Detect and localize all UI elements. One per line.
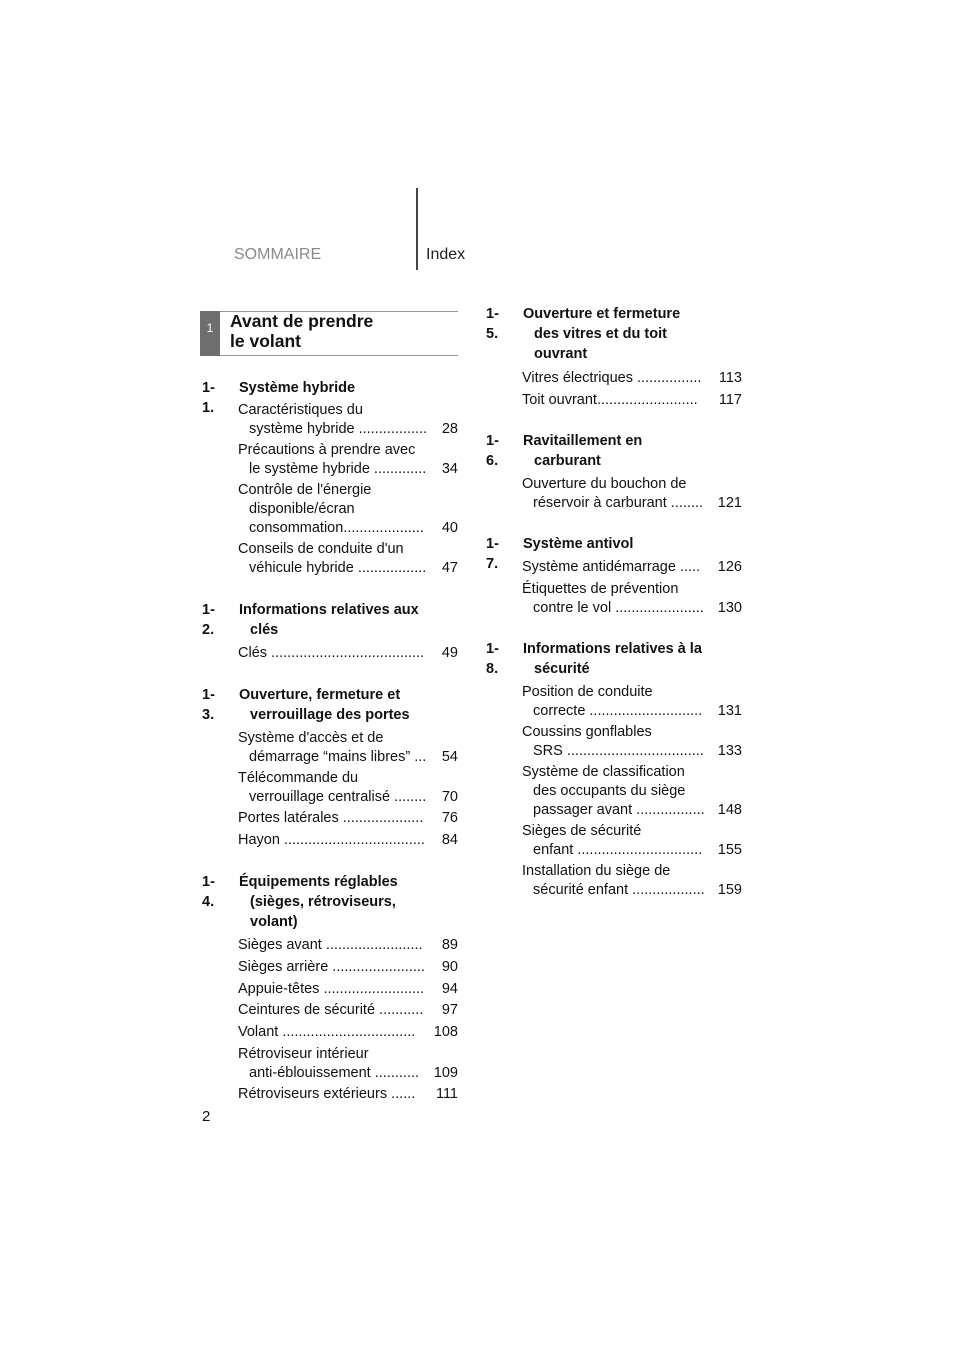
page-ref: 34 xyxy=(441,461,458,477)
section-number: 1-1. xyxy=(202,380,215,416)
section-number: 1-2. xyxy=(202,602,215,638)
toc-entry[interactable]: Système d'accès et de démarrage “mains libres” ... 54 xyxy=(238,730,458,765)
section-number: 1-3. xyxy=(202,687,215,723)
section-number: 1-7. xyxy=(486,536,499,572)
toc-entry[interactable]: Rétroviseurs extérieurs ...... 111 xyxy=(238,1086,458,1102)
toc-entry[interactable]: Vitres électriques ................ 113 xyxy=(522,370,742,386)
toc-entry[interactable]: Rétroviseur intérieur anti-éblouissement ........... 109 xyxy=(238,1046,458,1081)
page-ref: 121 xyxy=(717,495,742,511)
toc-entry[interactable]: Télécommande du verrouillage centralisé ........ 70 xyxy=(238,770,458,805)
section-number: 1-8. xyxy=(486,641,499,677)
toc-entry[interactable]: Volant ................................. 108 xyxy=(238,1024,458,1040)
toc-entry[interactable]: Système antidémarrage ..... 126 xyxy=(522,559,742,575)
nav-divider xyxy=(416,188,418,270)
page-ref: 84 xyxy=(441,832,458,848)
page-ref: 76 xyxy=(441,810,458,826)
page-ref: 94 xyxy=(441,981,458,997)
page-ref: 49 xyxy=(441,645,458,661)
page-ref: 40 xyxy=(441,520,458,536)
toc-entry[interactable]: Conseils de conduite d'un véhicule hybride ................. 47 xyxy=(238,541,458,576)
toc-entry[interactable]: Appuie-têtes ......................... 94 xyxy=(238,981,458,997)
page-ref: 70 xyxy=(441,789,458,805)
toc-entry[interactable]: Système de classification des occupants du siège passager avant ................. 148 xyxy=(522,764,742,818)
toc-entry[interactable]: Portes latérales .................... 76 xyxy=(238,810,458,826)
toc-entry[interactable]: Ouverture du bouchon de réservoir à carburant ........ 121 xyxy=(522,476,742,511)
sommaire-link[interactable]: SOMMAIRE xyxy=(234,246,322,263)
index-link[interactable]: Index xyxy=(426,246,466,263)
page-ref: 126 xyxy=(717,559,742,575)
toc-entry[interactable]: Hayon ................................... 84 xyxy=(238,832,458,848)
toc-entry[interactable]: Position de conduite correcte ............................ 131 xyxy=(522,684,742,719)
chapter-header xyxy=(200,311,458,356)
page-ref: 148 xyxy=(717,802,742,818)
toc-entry[interactable]: Précautions à prendre avec le système hybride ............. 34 xyxy=(238,442,458,477)
chapter-title: Avant de prendre le volant xyxy=(230,311,374,351)
toc-entry[interactable]: Clés ...................................... 49 xyxy=(238,645,458,661)
toc-entry[interactable]: Installation du siège de sécurité enfant .................. 159 xyxy=(522,863,742,898)
toc-entry[interactable]: Sièges arrière ....................... 90 xyxy=(238,959,458,975)
page-ref: 54 xyxy=(441,749,458,765)
page-number: 2 xyxy=(202,1108,211,1125)
page-ref: 131 xyxy=(717,703,742,719)
page-ref: 117 xyxy=(718,392,742,408)
section-number: 1-4. xyxy=(202,874,215,910)
page-ref: 159 xyxy=(717,882,742,898)
toc-entry[interactable]: Ceintures de sécurité ........... 97 xyxy=(238,1002,458,1018)
section-number: 1-5. xyxy=(486,306,499,342)
header-rule-bottom xyxy=(220,355,458,356)
page-ref: 97 xyxy=(441,1002,458,1018)
page-ref: 47 xyxy=(441,560,458,576)
page-ref: 130 xyxy=(717,600,742,616)
page-ref: 109 xyxy=(433,1065,458,1081)
page-ref: 155 xyxy=(717,842,742,858)
page-ref: 90 xyxy=(441,959,458,975)
toc-entry[interactable]: Caractéristiques du système hybride ................. 28 xyxy=(238,402,458,437)
toc-entry[interactable]: Sièges avant ........................ 89 xyxy=(238,937,458,953)
toc-entry[interactable]: Contrôle de l'énergie disponible/écran consommation.................... 40 xyxy=(238,482,458,536)
page-ref: 108 xyxy=(433,1024,458,1040)
page-ref: 111 xyxy=(435,1086,458,1102)
toc-entry[interactable]: Coussins gonflables SRS .................................. 133 xyxy=(522,724,742,759)
page-ref: 113 xyxy=(718,370,742,386)
toc-entry[interactable]: Sièges de sécurité enfant ............................... 155 xyxy=(522,823,742,858)
toc-entry[interactable]: Toit ouvrant......................... 117 xyxy=(522,392,742,408)
chapter-number-tab: 1 xyxy=(200,311,220,356)
page-ref: 28 xyxy=(441,421,458,437)
section-number: 1-6. xyxy=(486,433,499,469)
page-ref: 89 xyxy=(441,937,458,953)
toc-entry[interactable]: Étiquettes de prévention contre le vol ...................... 130 xyxy=(522,581,742,616)
page-ref: 133 xyxy=(717,743,742,759)
